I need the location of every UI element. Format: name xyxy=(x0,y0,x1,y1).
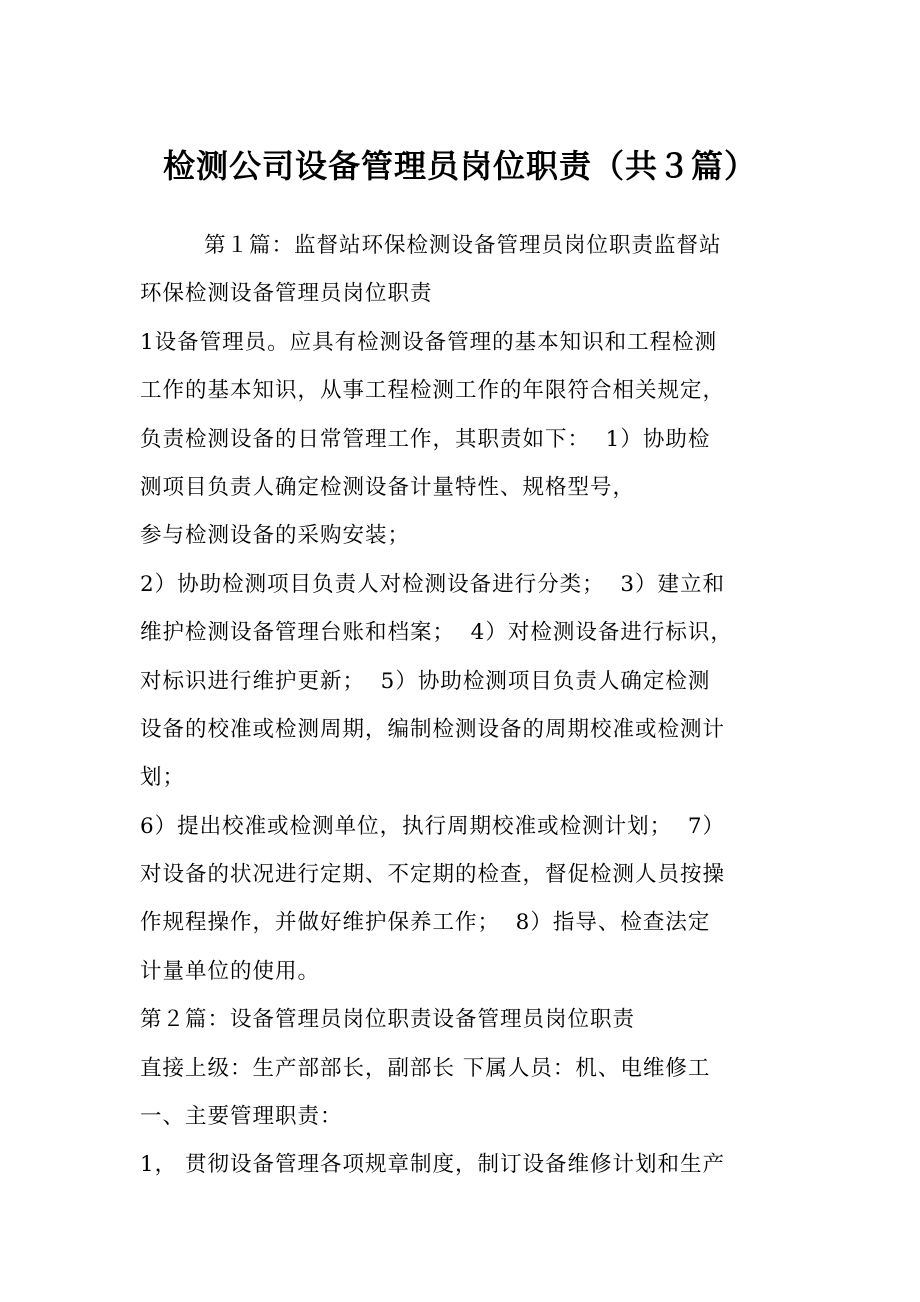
paragraph-line: 1设备管理员。应具有检测设备管理的基本知识和工程检测 xyxy=(140,329,718,355)
paragraph-line: 2）协助检测项目负责人对检测设备进行分类； 3）建立和 xyxy=(140,571,726,597)
paragraph-line: 计量单位的使用。 xyxy=(140,958,321,984)
document-body xyxy=(140,222,785,1190)
paragraph-line: 设备的校准或检测周期，编制检测设备的周期校准或检测计 xyxy=(140,716,726,742)
document-title: 检测公司设备管理员岗位职责（共３篇） xyxy=(162,147,757,185)
paragraph-line: 对设备的状况进行定期、不定期的检查，督促检测人员按操 xyxy=(140,862,726,888)
paragraph-line: 参与检测设备的采购安装； xyxy=(140,523,411,549)
paragraph-line: 一、主要管理职责： xyxy=(140,1104,343,1130)
paragraph-line: 环保检测设备管理员岗位职责 xyxy=(140,281,433,307)
paragraph-line: 维护检测设备管理台账和档案； 4）对检测设备进行标识， xyxy=(140,620,733,646)
paragraph-line: 对标识进行维护更新； 5）协助检测项目负责人确定检测 xyxy=(140,668,711,694)
paragraph-line: 第２篇：设备管理员岗位职责设备管理员岗位职责 xyxy=(140,1007,636,1033)
paragraph-line: 1， 贯彻设备管理各项规章制度，制订设备维修计划和生产 xyxy=(140,1152,726,1178)
paragraph-line: 作规程操作，并做好维护保养工作； 8）指导、检查法定 xyxy=(140,910,711,936)
paragraph-line: 6）提出校准或检测单位，执行周期校准或检测计划； 7） xyxy=(140,813,726,839)
paragraph-line: 直接上级：生产部部长，副部长 下属人员：机、电维修工 xyxy=(140,1055,711,1081)
paragraph-line: 负责检测设备的日常管理工作，其职责如下： 1）协助检 xyxy=(140,426,711,452)
paragraph-line: 测项目负责人确定检测设备计量特性、规格型号， xyxy=(140,474,636,500)
paragraph-line: 划； xyxy=(140,765,186,791)
paragraph-line: 第１篇：监督站环保检测设备管理员岗位职责监督站 xyxy=(204,233,722,258)
paragraph-line: 工作的基本知识，从事工程检测工作的年限符合相关规定， xyxy=(140,378,726,404)
